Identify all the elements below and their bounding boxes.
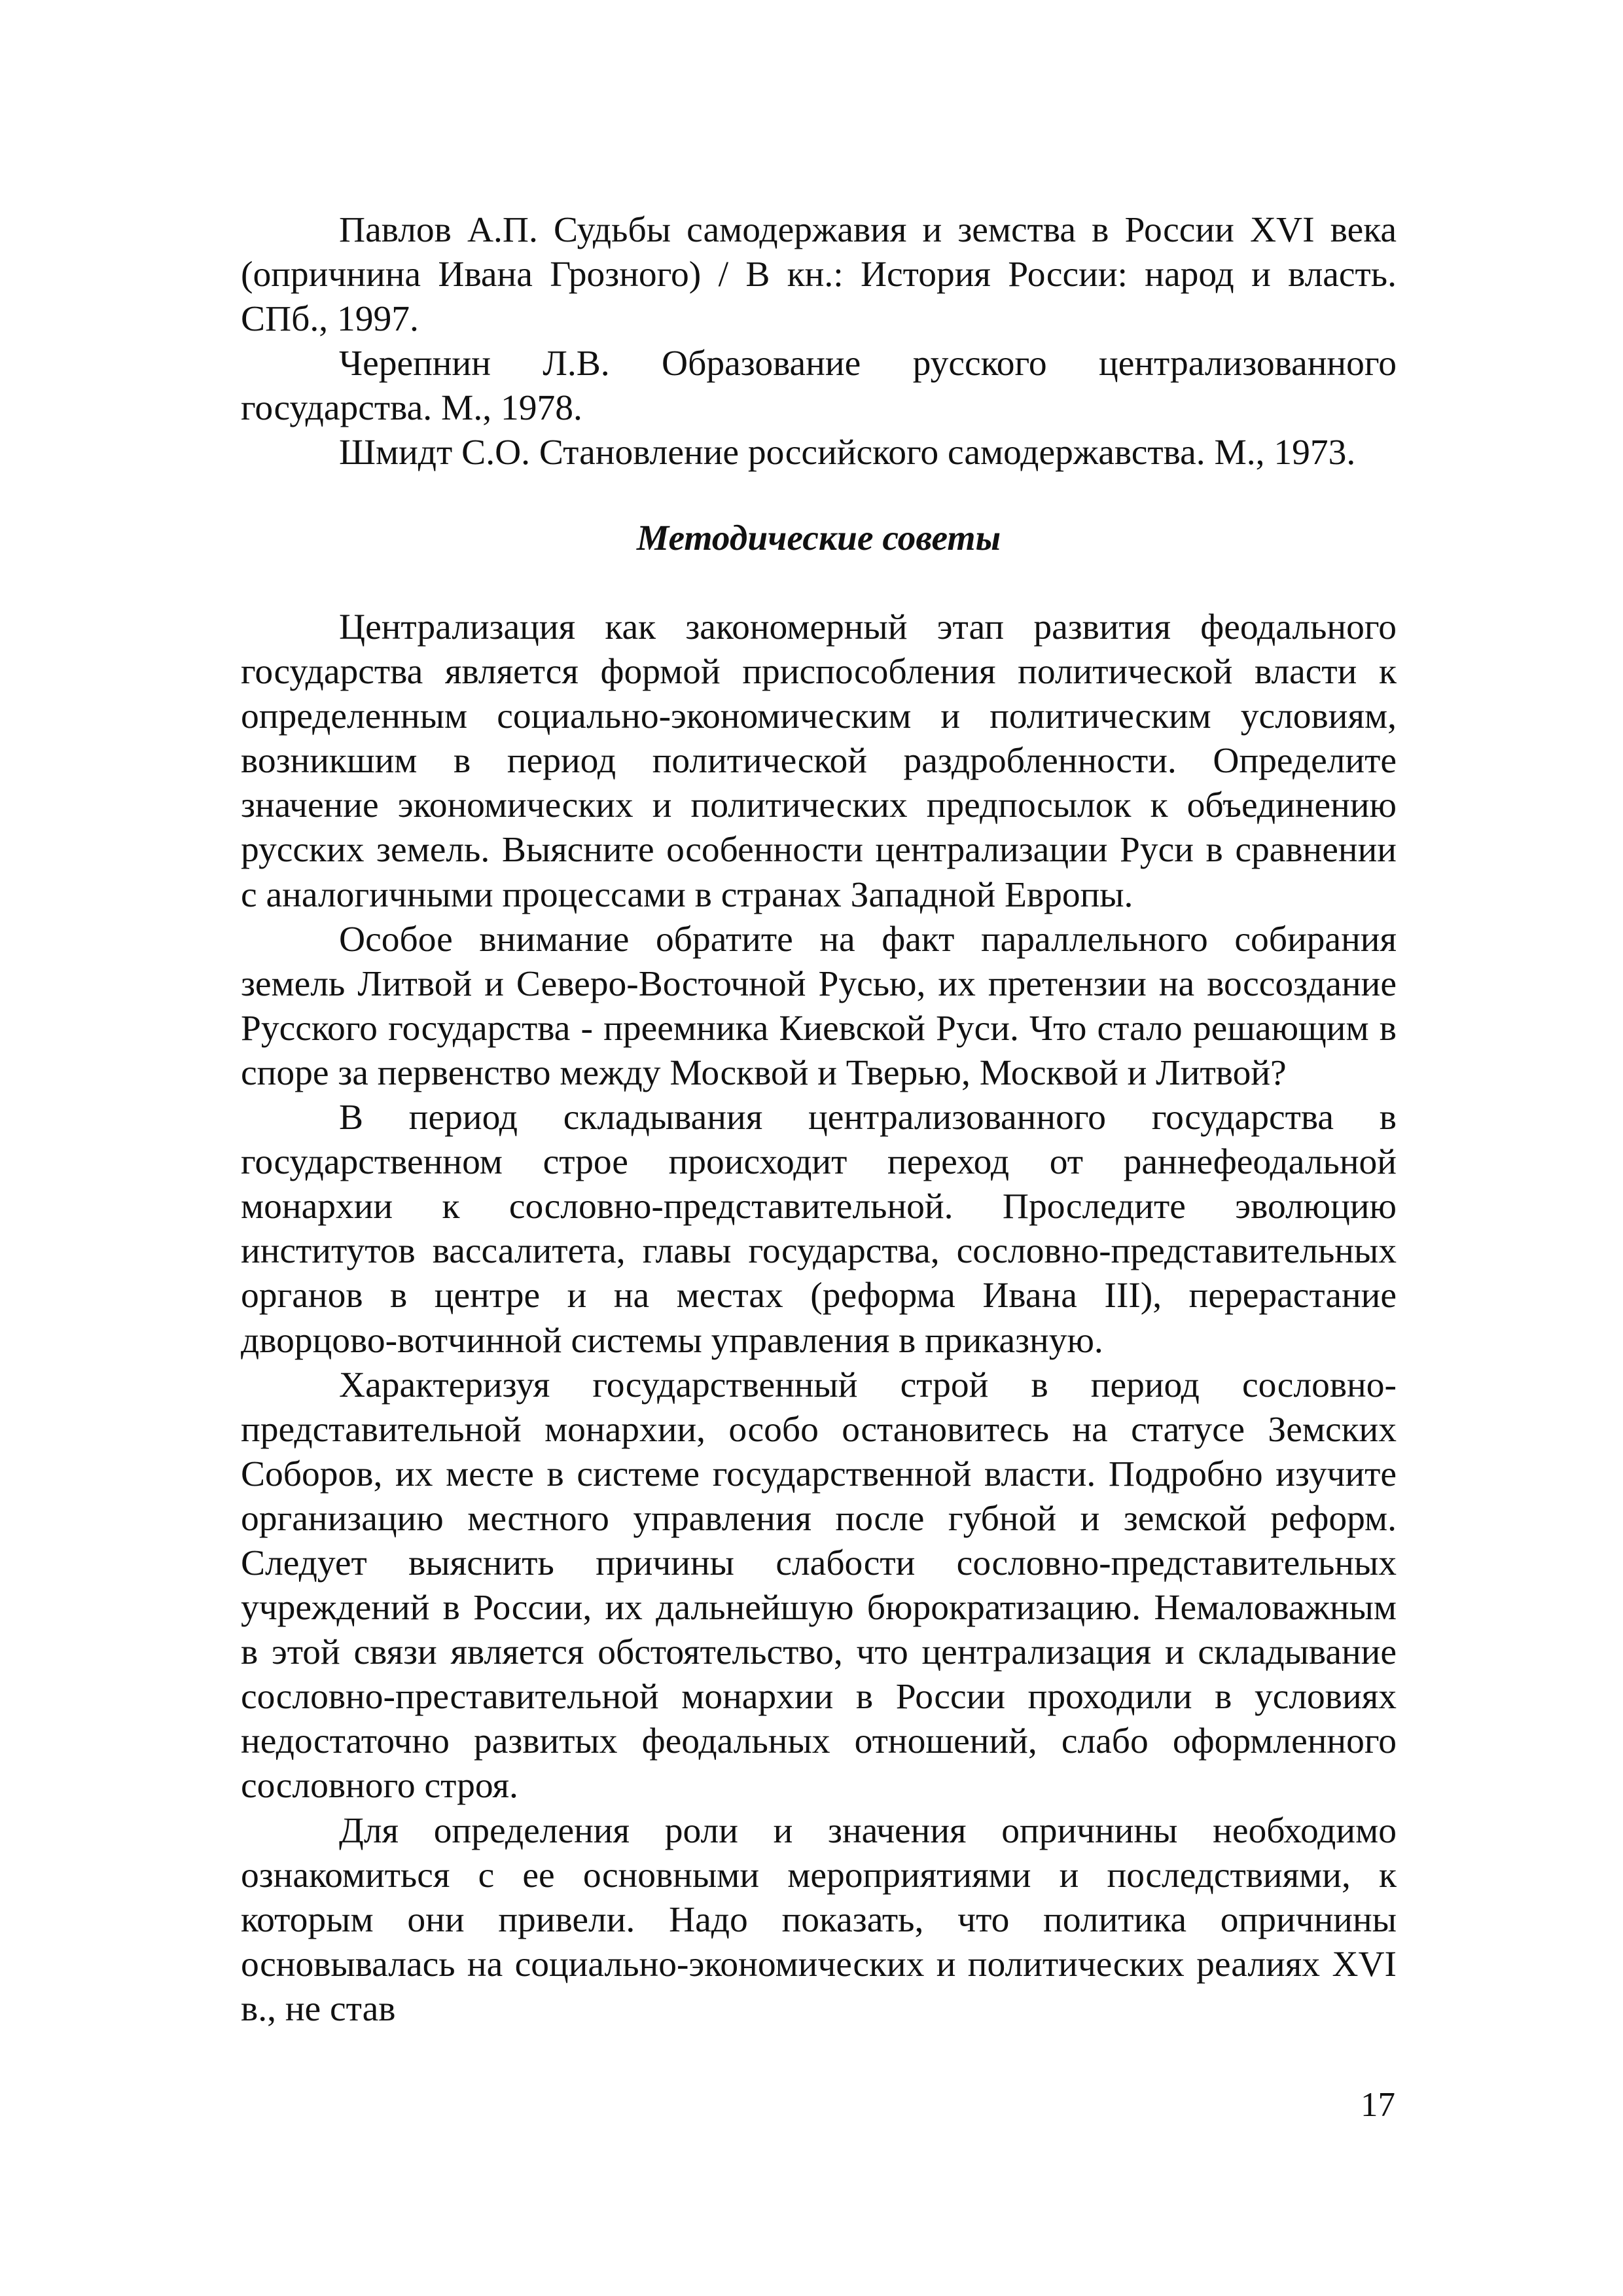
page-number: 17 bbox=[1361, 2086, 1395, 2124]
reference-item: Павлов А.П. Судьбы самодержавия и земства в России XVI века (опричнина Ивана Грозного) / В кн.: История России: народ и власть. СПб., 1997. bbox=[241, 210, 1397, 339]
paragraph: В период складывания централизованного государства в государственном строе происходит переход от раннефеодальной монархии к сословно-представительной. Проследите эволюцию институтов вассалитета, главы государства, сословно-представительных органов в центре и на местах (реформа Ивана III), перерастание дворцово-вотчинной системы управления в приказную. bbox=[241, 1098, 1397, 1361]
reference-list bbox=[241, 208, 1397, 475]
paragraph: Централизация как закономерный этап развития феодального государства является формой приспособления политической власти к определенным социально-экономическим и политическим условиям, возникшим в период политической раздробленности. Определите значение экономических и политических предпосылок к объединению русских земель. Выясните особенности централизации Руси в сравнении с аналогичными процессами в странах Западной Европы. bbox=[241, 607, 1397, 915]
paragraph: Характеризуя государственный строй в период сословно-представительной монархии, особо остановитесь на статусе Земских Соборов, их месте в системе государственной власти. Подробно изучите организацию местного управления после губной и земской реформ. Следует выяснить причины слабости сословно-представительных учреждений в России, их дальнейшую бюрократизацию. Немаловажным в этой связи является обстоятельство, что централизация и складывание сословно-преставительной монархии в России проходили в условиях недостаточно развитых феодальных отношений, слабо оформленного сословного строя. bbox=[241, 1365, 1397, 1806]
section-heading: Методические советы bbox=[636, 518, 1001, 558]
page-content bbox=[241, 208, 1397, 2032]
paragraph: Особое внимание обратите на факт параллельного собирания земель Литвой и Северо-Восточной Русью, их претензии на воссоздание Русского государства - преемника Киевской Руси. Что стало решающим в споре за первенство между Москвой и Тверью, Москвой и Литвой? bbox=[241, 919, 1397, 1093]
reference-item: Шмидт С.О. Становление российского самодержавства. М., 1973. bbox=[339, 433, 1356, 473]
reference-item: Черепнин Л.В. Образование русского централизованного государства. М., 1978. bbox=[241, 344, 1397, 428]
paragraph: Для определения роли и значения опричнины необходимо ознакомиться с ее основными мероприятиями и последствиями, к которым они привели. Надо показать, что политика опричнины основывалась на социально-экономических и политических реалиях XVI в., не став bbox=[241, 1810, 1397, 2029]
body-text bbox=[241, 605, 1397, 2032]
